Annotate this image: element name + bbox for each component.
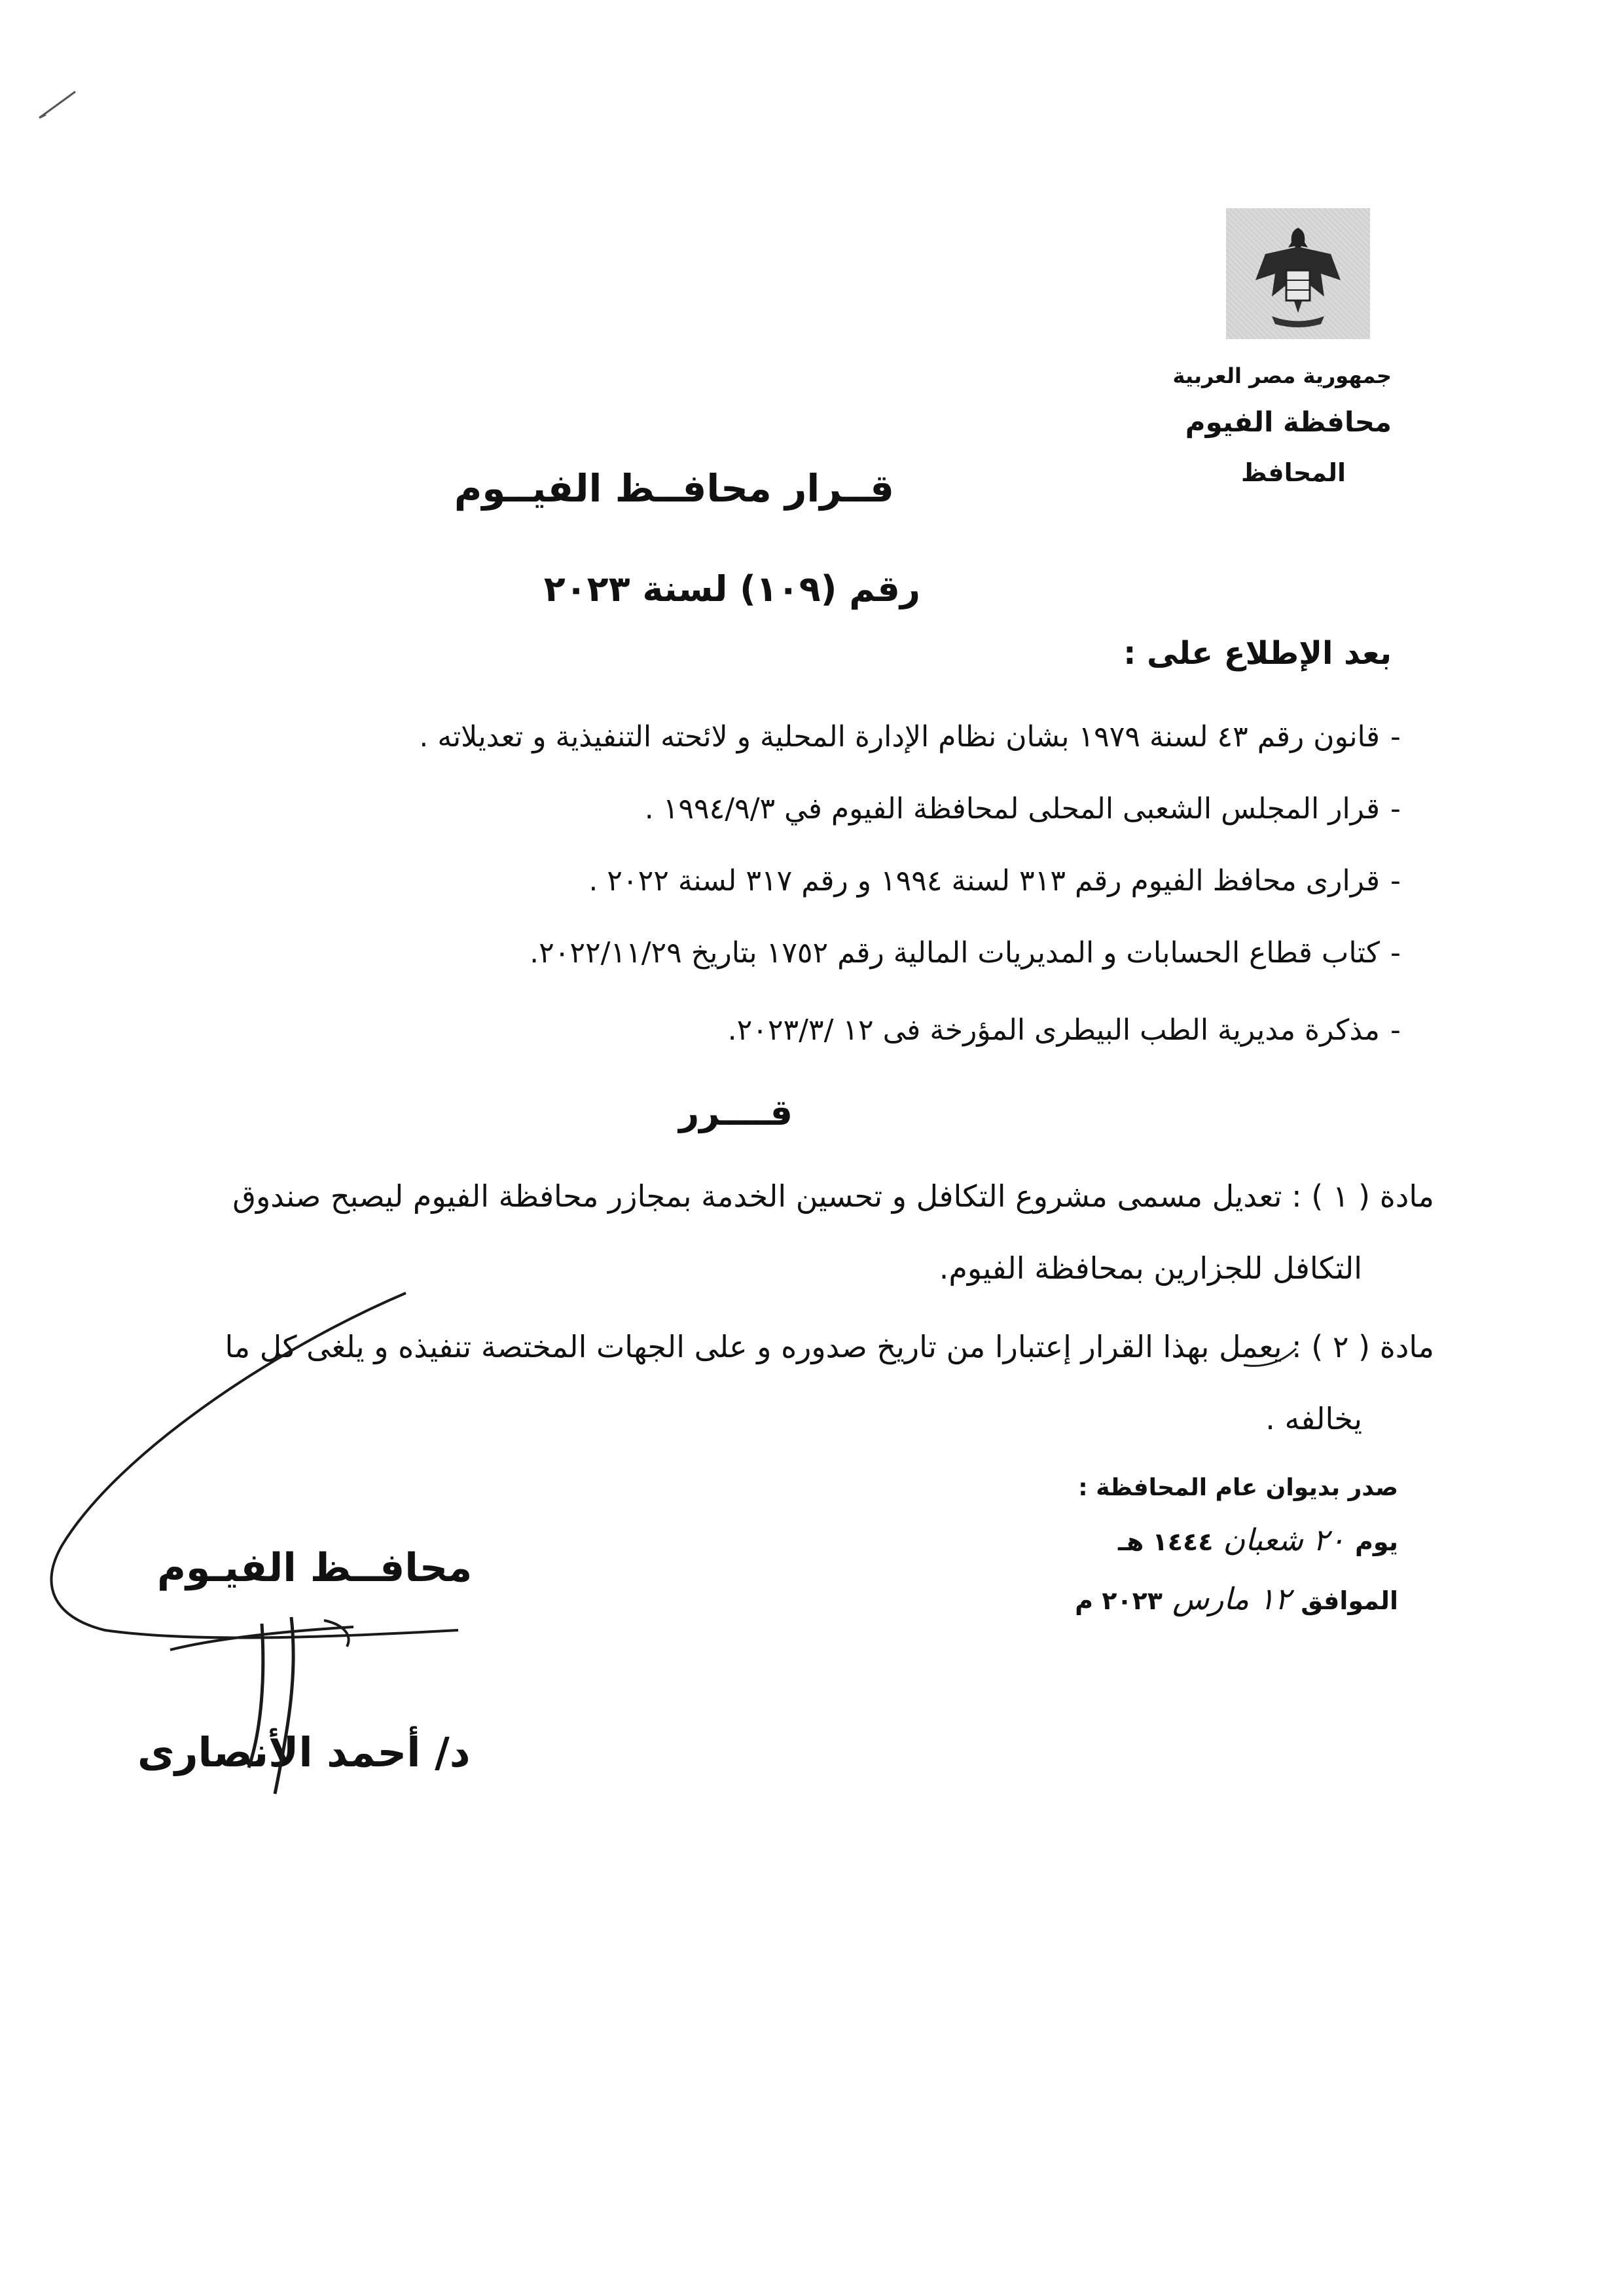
preamble-item: -قرارى محافظ الفيوم رقم ٣١٣ لسنة ١٩٩٤ و رقم ٣١٧ لسنة ٢٠٢٢ . [102,864,1411,898]
hijri-label: يوم [1355,1527,1398,1556]
preamble-item: -مذكرة مديرية الطب البيطرى المؤرخة فى ١٢ /٢٠٢٣/٣. [102,1013,1411,1047]
egypt-emblem [1226,208,1370,339]
country-name: جمهورية مصر العربية [1172,363,1392,388]
hijri-handwritten: ٢٠ شعبان [1223,1522,1345,1558]
gregorian-label: الموافق [1301,1586,1398,1615]
bullet-dash: - [1390,864,1401,898]
bullet-dash: - [1390,1013,1401,1047]
gregorian-date-line [1075,1581,1398,1616]
preamble-heading: بعد الإطلاع على : [1123,635,1392,672]
governorate-name: محافظة الفيوم [1185,406,1392,438]
preamble-item: -كتاب قطاع الحسابات و المديريات المالية رقم ١٧٥٢ بتاريخ ٢٠٢٢/١١/٢٩. [102,936,1411,970]
gregorian-handwritten: ١٢ مارس [1172,1581,1291,1616]
gregorian-printed: ٢٠٢٣ م [1075,1586,1163,1615]
bullet-dash: - [1390,936,1401,970]
decision-number: رقم (١٠٩) لسنة ٢٠٢٣ [543,568,920,610]
bullet-dash: - [1390,720,1401,754]
article-1-line-2: التكافل للجزارين بمحافظة الفيوم. [939,1250,1362,1286]
signatory-title: محافــظ الفيـوم [157,1545,473,1591]
article-2-line-1: مادة ( ٢ ) : يعمل بهذا القرار إعتبارا من تاريخ صدوره و على الجهات المختصة تنفيذه و يلغى كل ما [225,1329,1434,1364]
article-1-line-1: مادة ( ١ ) : تعديل مسمى مشروع التكافل و تحسين الخدمة بمجازر محافظة الفيوم ليصبح صندوق [232,1178,1434,1214]
preamble-item: -قرار المجلس الشعبى المحلى لمحافظة الفيوم في ١٩٩٤/٩/٣ . [102,792,1411,826]
hijri-date-line [1118,1522,1398,1558]
article-2-line-2: يخالفه . [1265,1401,1362,1436]
preamble-item: -قانون رقم ٤٣ لسنة ١٩٧٩ بشان نظام الإدارة المحلية و لائحته التنفيذية و تعديلاته . [102,720,1411,754]
hijri-printed: ١٤٤٤ هـ [1118,1527,1214,1556]
eagle-icon [1226,208,1370,339]
issuance-heading: صدر بديوان عام المحافظة : [1078,1474,1398,1501]
decision-title: قــرار محافــظ الفيــوم [454,466,894,511]
bullet-dash: - [1390,792,1401,826]
decree-heading: قــــرر [679,1092,793,1133]
office-name: المحافظ [1241,458,1346,487]
signatory-name: د/ أحمد الأنصارى [137,1728,471,1776]
